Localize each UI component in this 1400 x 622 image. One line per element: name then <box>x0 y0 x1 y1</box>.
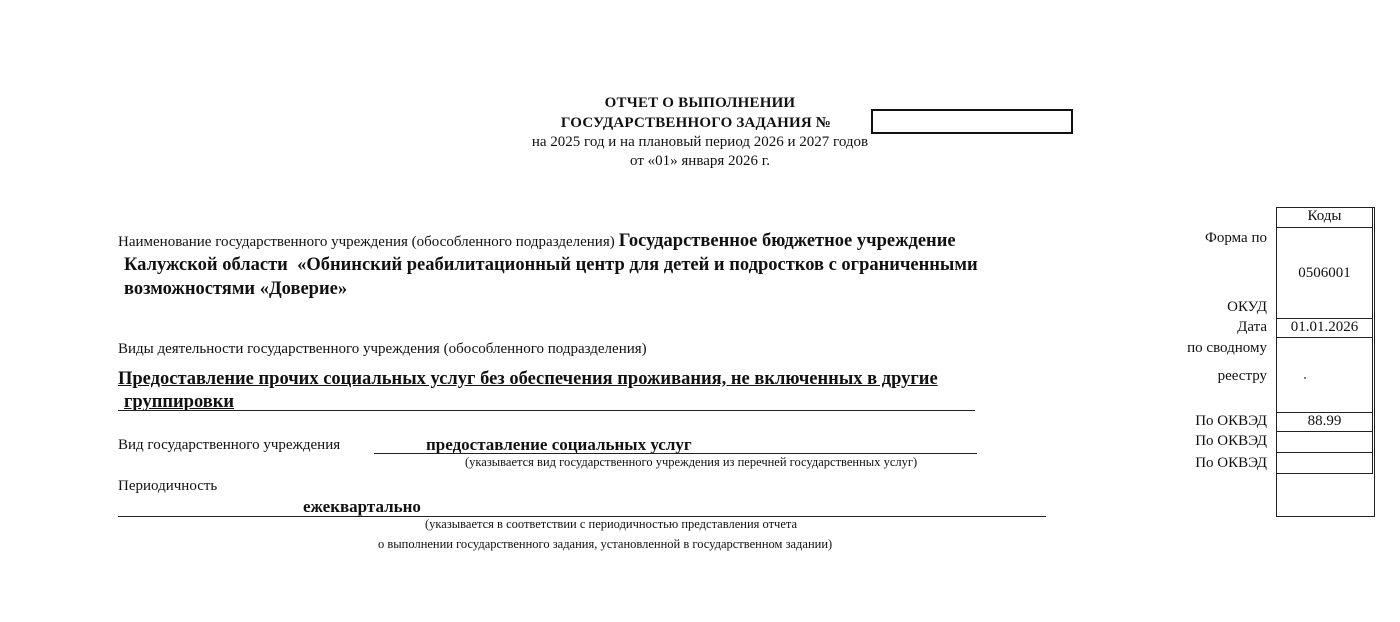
registry-label1: по сводному <box>1187 340 1267 356</box>
registry-dot <box>1304 377 1306 379</box>
report-date: от «01» января 2026 г. <box>630 153 770 169</box>
okud-value: 0506001 <box>1276 227 1373 319</box>
institution-type-underline <box>374 453 977 454</box>
activities-value-line2: группировки <box>124 392 235 412</box>
okved2-value-cell <box>1276 431 1373 453</box>
activities-label: Виды деятельности государственного учреждения (обособленного подразделения) <box>118 341 647 357</box>
okved1-label: По ОКВЭД <box>1195 413 1267 429</box>
activities-value-line1: Предоставление прочих социальных услуг без обеспечения проживания, не включенных в другие <box>118 369 938 389</box>
institution-name-part3: возможностями «Доверие» <box>124 279 348 299</box>
activities-underline <box>118 410 975 411</box>
periodicity-note-line2: о выполнении государственного задания, установленной в государственном задании) <box>378 537 833 551</box>
okved3-value-cell <box>1276 452 1373 474</box>
okud-label: ОКУД <box>1227 299 1267 315</box>
institution-name-part1: Государственное бюджетное учреждение <box>618 231 956 251</box>
report-title-line2: ГОСУДАРСТВЕННОГО ЗАДАНИЯ № <box>560 115 832 131</box>
report-title-line1: ОТЧЕТ О ВЫПОЛНЕНИИ <box>604 95 796 111</box>
periodicity-label: Периодичность <box>118 478 218 494</box>
registry-value-cell <box>1276 337 1373 413</box>
date-value: 01.01.2026 <box>1276 318 1373 338</box>
institution-type-label: Вид государственного учреждения <box>118 437 341 453</box>
form-label: Форма по <box>1205 230 1267 246</box>
okved2-label: По ОКВЭД <box>1195 433 1267 449</box>
institution-type-value: предоставление социальных услуг <box>426 435 692 454</box>
registry-label2: реестру <box>1217 368 1267 384</box>
institution-label: Наименование государственного учреждения (обособленного подразделения) <box>118 234 615 250</box>
periodicity-value: ежеквартально <box>303 497 421 516</box>
date-label: Дата <box>1237 319 1267 335</box>
report-period: на 2025 год и на плановый период 2026 и 2027 годов <box>531 134 869 150</box>
periodicity-note-line1: (указывается в соответствии с периодичностью представления отчета <box>425 517 798 531</box>
institution-row <box>118 231 956 252</box>
okved3-label: По ОКВЭД <box>1195 455 1267 471</box>
codes-header: Коды <box>1276 207 1373 228</box>
okved1-value: 88.99 <box>1276 412 1373 432</box>
institution-type-note: (указывается вид государственного учреждения из перечней государственных услуг) <box>465 455 918 469</box>
institution-name-part2: Калужской области «Обнинский реабилитационный центр для детей и подростков с ограниченными <box>124 255 978 275</box>
task-number-box <box>871 109 1073 134</box>
